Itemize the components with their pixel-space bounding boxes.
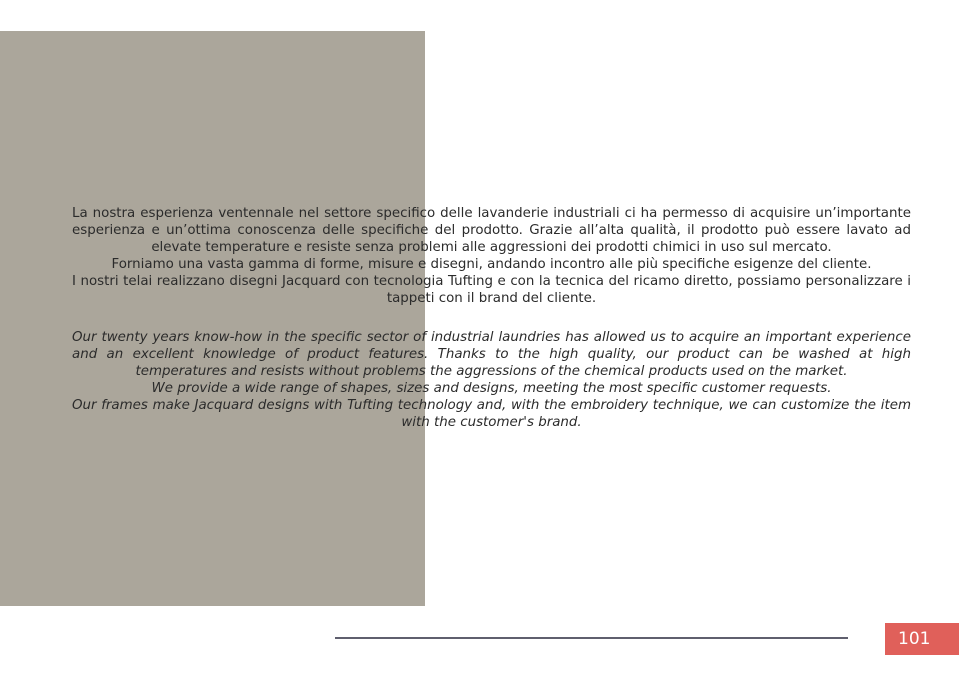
body-text xyxy=(72,205,911,431)
english-paragraph-3: Our frames make Jacquard designs with Tufting technology and, with the embroidery technique, we can customize the item with the customer's brand. xyxy=(72,398,911,430)
italian-paragraph-2: Forniamo una vasta gamma di forme, misure e disegni, andando incontro alle più specifiche esigenze del cliente. xyxy=(111,257,872,272)
english-paragraph-2: We provide a wide range of shapes, sizes and designs, meeting the most specific customer requests. xyxy=(151,381,832,396)
footer-rule xyxy=(335,637,848,639)
english-paragraph-1: Our twenty years know-how in the specific sector of industrial laundries has allowed us to acquire an important experience and an excellent knowledge of product features. Thanks to the high quality, our product can be washed at high temperatures and resists without problems the aggressions of the chemical products used on the market. xyxy=(72,330,911,379)
italian-paragraph-3: I nostri telai realizzano disegni Jacquard con tecnologia Tufting e con la tecnica del ricamo diretto, possiamo personalizzare i tappeti con il brand del cliente. xyxy=(72,274,911,306)
page-number: 101 xyxy=(898,629,931,649)
italian-paragraph-1: La nostra esperienza ventennale nel settore specifico delle lavanderie industriali ci ha permesso di acquisire un’importante esperienza e un’ottima conoscenza delle specifiche del prodotto. Grazie all’alta qualità, il prodotto può essere lavato ad elevate temperature e resiste senza problemi alle aggressioni dei prodotti chimici in uso sul mercato. xyxy=(72,206,911,255)
page-number-badge xyxy=(885,623,959,655)
